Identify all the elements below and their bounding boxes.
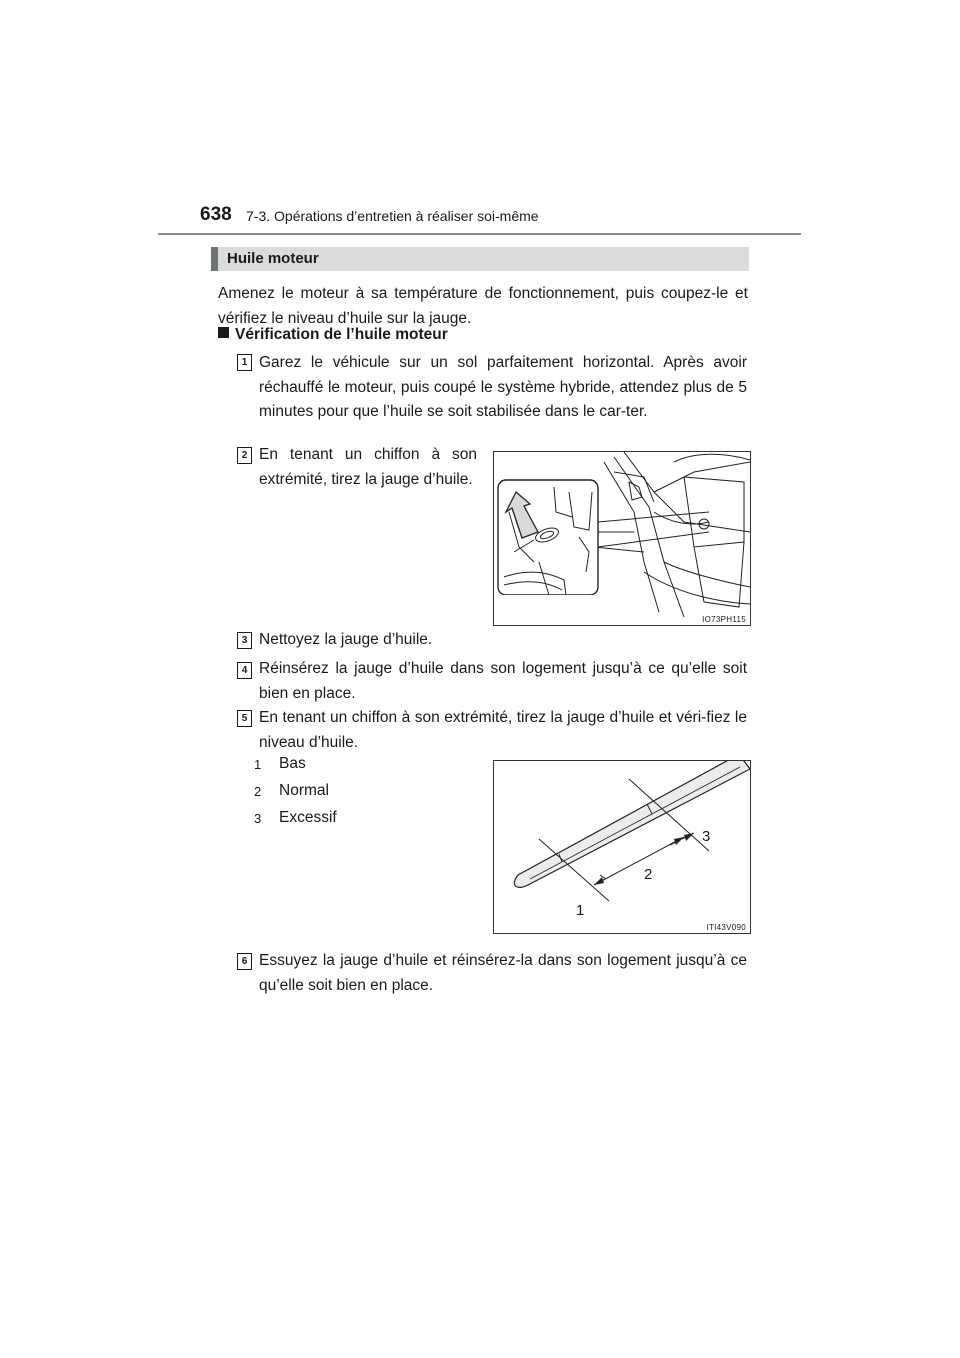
section-title: Huile moteur	[227, 250, 319, 267]
engine-figure	[493, 451, 751, 626]
dipstick-figure-code: ITI43V090	[706, 923, 746, 932]
subsection-title: Vérification de l’huile moteur	[235, 326, 448, 343]
page-number: 638	[200, 204, 232, 225]
dipstick-figure	[493, 760, 751, 934]
chapter-title: 7-3. Opérations d’entretien à réaliser soi-même	[246, 208, 539, 224]
subsection-heading	[218, 326, 448, 344]
step-badge-3: 3	[237, 632, 252, 649]
legend-num-3: 3	[254, 811, 262, 826]
legend-num-2: 2	[254, 784, 262, 799]
step-badge-5: 5	[237, 710, 252, 727]
legend-label-excessive: Excessif	[279, 809, 337, 826]
square-bullet-icon	[218, 327, 229, 338]
step-text-3: Nettoyez la jauge d’huile.	[259, 631, 433, 648]
dipstick-callout-1: 1	[576, 902, 585, 919]
engine-figure-code: IO73PH115	[702, 615, 746, 624]
legend-label-low: Bas	[279, 755, 306, 772]
header-rule	[158, 233, 801, 235]
dipstick-callout-3: 3	[702, 828, 711, 845]
step-text-4: Réinsérez la jauge d’huile dans son logement jusqu’à ce qu’elle soit bien en place.	[259, 660, 747, 702]
dipstick-callout-2: 2	[644, 866, 653, 883]
dipstick-illustration	[494, 761, 750, 933]
engine-bay-illustration	[494, 452, 750, 625]
step-badge-2: 2	[237, 447, 252, 464]
step-badge-4: 4	[237, 662, 252, 679]
legend-label-normal: Normal	[279, 782, 329, 799]
step-text-1: Garez le véhicule sur un sol parfaitement horizontal. Après avoir réchauffé le moteur, puis coupé le système hybride, attendez plus de 5 minutes pour que l’huile se soit stabilisée dans le car-ter.	[259, 354, 747, 420]
legend-num-1: 1	[254, 757, 262, 772]
step-badge-1: 1	[237, 354, 252, 371]
step-badge-6: 6	[237, 953, 252, 970]
step-text-2: En tenant un chiffon à son extrémité, tirez la jauge d’huile.	[259, 446, 477, 488]
step-text-5: En tenant un chiffon à son extrémité, tirez la jauge d’huile et véri-fiez le niveau d’huile.	[259, 709, 747, 751]
intro-paragraph: Amenez le moteur à sa température de fonctionnement, puis coupez-le et vérifiez le niveau d’huile sur la jauge.	[218, 285, 748, 327]
section-header	[211, 247, 749, 271]
step-text-6: Essuyez la jauge d’huile et réinsérez-la dans son logement jusqu’à ce qu’elle soit bien en place.	[259, 952, 747, 994]
